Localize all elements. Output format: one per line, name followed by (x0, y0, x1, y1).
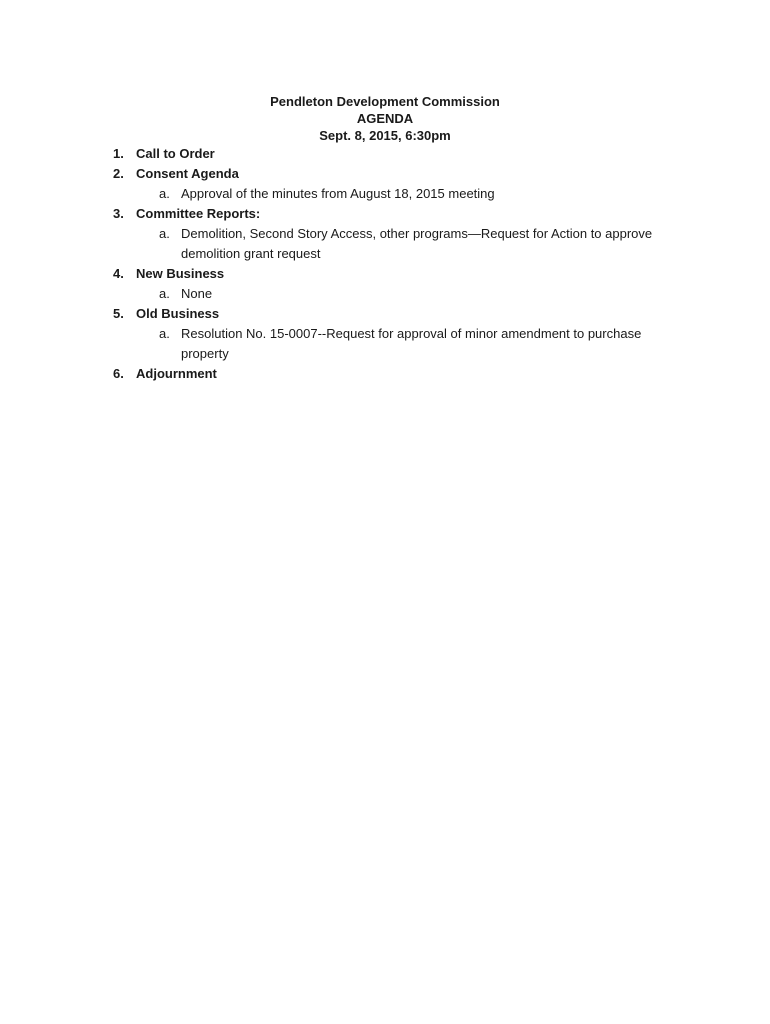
organization-title: Pendleton Development Commission (270, 94, 500, 109)
agenda-subitem-letter: a. (159, 226, 170, 241)
agenda-item (0, 204, 770, 224)
agenda-item-label: New Business (136, 266, 225, 281)
agenda-subitem-letter: a. (159, 326, 170, 341)
agenda-item (0, 164, 770, 184)
agenda-subitem-letter: a. (159, 186, 170, 201)
agenda-item-number: 6. (113, 366, 124, 381)
agenda-item-label: Old Business (136, 306, 220, 321)
agenda-subitem (0, 324, 770, 344)
agenda-item-number: 4. (113, 266, 124, 281)
document-type-title: AGENDA (356, 111, 414, 126)
agenda-subitem-text: None (181, 286, 213, 301)
agenda-item-number: 5. (113, 306, 124, 321)
agenda-header (0, 93, 770, 144)
agenda-subitem (0, 224, 770, 244)
agenda-item-label: Consent Agenda (136, 166, 239, 181)
agenda-subitem-text: Demolition, Second Story Access, other programs—Request for Action to approve (181, 226, 653, 241)
agenda-item (0, 304, 770, 324)
agenda-item-label: Call to Order (136, 146, 215, 161)
agenda-item-number: 2. (113, 166, 124, 181)
agenda-subitem-text: property (181, 346, 229, 361)
agenda-item-label: Adjournment (136, 366, 217, 381)
agenda-subitem (0, 284, 770, 304)
agenda-item-number: 1. (113, 146, 124, 161)
agenda-subitem (0, 344, 770, 364)
agenda-item-label: Committee Reports: (136, 206, 261, 221)
agenda-item (0, 144, 770, 164)
agenda-item (0, 264, 770, 284)
meeting-date-time: Sept. 8, 2015, 6:30pm (319, 128, 451, 143)
agenda-subitem (0, 244, 770, 264)
agenda-item-number: 3. (113, 206, 124, 221)
agenda-subitem-letter: a. (159, 286, 170, 301)
agenda-subitem-text: Resolution No. 15-0007--Request for approval of minor amendment to purchase (181, 326, 642, 341)
agenda-item (0, 364, 770, 384)
agenda-subitem-text: demolition grant request (181, 246, 321, 261)
agenda-subitem-text: Approval of the minutes from August 18, 2015 meeting (181, 186, 495, 201)
agenda-subitem (0, 184, 770, 204)
agenda-list (0, 144, 770, 384)
